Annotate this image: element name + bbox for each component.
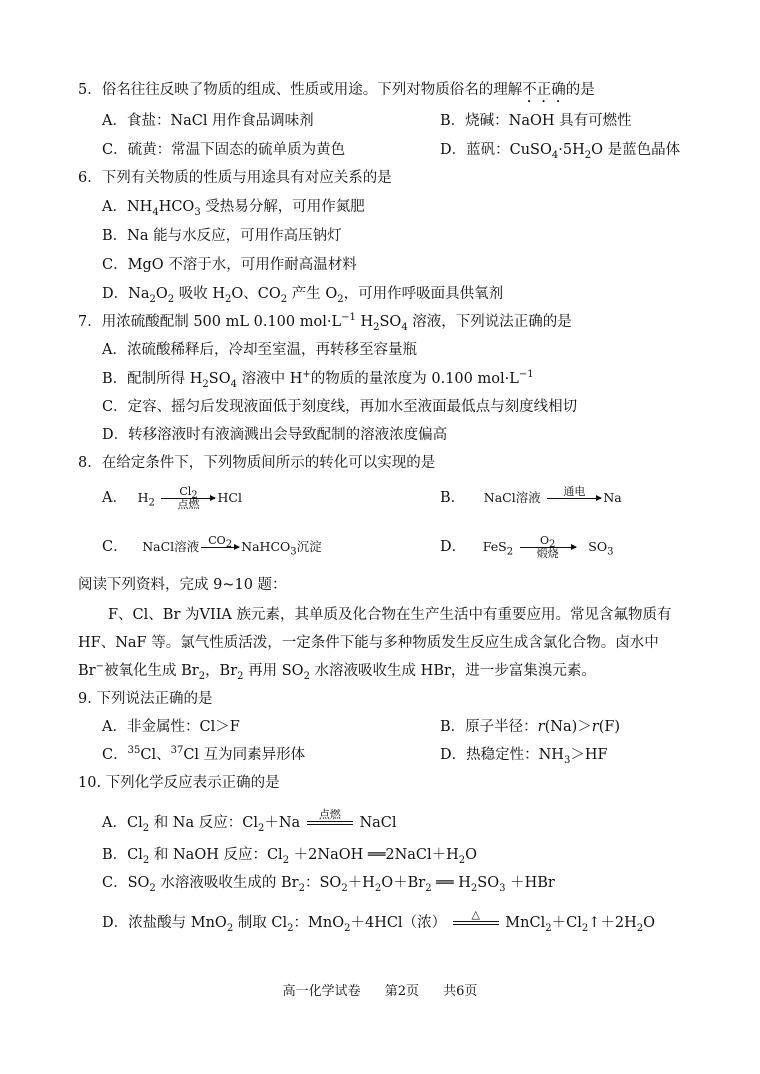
q6-option-d: D．$Na_2O_2$ 吸收 $H_2O$、$CO_2$ 产生 $O_2$，可用作呼吸面具供氧剂 [102, 286, 504, 305]
q7-option-d: D．转移溶液时有液滴溅出会导致配制的溶液浓度偏高 [102, 427, 448, 443]
q7-stem: 7．用浓硫酸配制 500 mL 0.100 $mol\cdot L^{-1}$ $H_2SO_4$ 溶液，下列说法正确的是 [78, 312, 572, 333]
q10-option-b: B．$Cl_2$ 和 NaOH 反应：$Cl_2$ ＋2NaOH $══2NaCl+H_2O$ [102, 847, 478, 866]
q5-option-d: D．蓝矾：$CuSO_4\cdot 5H_2O$ 是蓝色晶体 [440, 142, 681, 161]
q9-option-d: D．热稳定性：$NH_3>HF$ [440, 747, 608, 766]
q5-option-c: C．硫黄：常温下固态的硫单质为黄色 [102, 142, 346, 158]
q9-option-a: A．非金属性：Cl＞F [102, 719, 240, 735]
q9-stem: 9. 下列说法正确的是 [78, 691, 213, 707]
q8-option-c: C． NaCl溶液 $CO_2$ NaHCO$_3$沉淀 [102, 533, 322, 558]
q8-option-b: B． NaCl溶液 通电 Na [440, 484, 622, 506]
q6-stem: 6．下列有关物质的性质与用途具有对应关系的是 [78, 170, 392, 186]
reaction-arrow: $Cl_2$ 点燃 [161, 486, 215, 511]
q6-option-b: B．Na 能与水反应，可用作高压钠灯 [102, 228, 342, 244]
q5-stem: 5．俗名往往反映了物质的组成、性质或用途。下列对物质俗名的理解不正确的是 [78, 82, 595, 98]
q5-option-a: A．食盐：NaCl 用作食品调味剂 [102, 113, 314, 129]
page-footer [0, 980, 760, 999]
q5-option-b: B．烧碱：NaOH 具有可燃性 [440, 113, 632, 129]
q8-option-d: D． FeS$_2$ $O_2$ 煅烧 $SO_3$ [440, 533, 614, 560]
q8-stem: 8．在给定条件下，下列物质间所示的转化可以实现的是 [78, 455, 436, 471]
reaction-equals: △ [453, 909, 499, 925]
q6-option-c: C．MgO 不溶于水，可用作耐高温材料 [102, 257, 357, 273]
footer-total: 共6页 [443, 984, 478, 999]
reading-intro: 阅读下列资料，完成 9~10 题： [78, 577, 287, 593]
q9-option-c: C．$^{35}$Cl、$^{37}$Cl 互为同素异形体 [102, 745, 306, 763]
q9-option-b: B．原子半径：r(Na)＞r(F) [440, 719, 621, 735]
q7-option-c: C．定容、摇匀后发现液面低于刻度线，再加水至液面最低点与刻度线相切 [102, 399, 578, 415]
reading-paragraph-line: F、Cl、Br 为VIIA 族元素，其单质及化合物在生产生活中有重要应用。常见含氟物质有 [108, 607, 672, 623]
q10-option-d: D．浓盐酸与 MnO$_2$ 制取 $Cl_2$：MnO$_2$＋4HCl（浓） △ $MnCl_2+Cl_2↑+2H_2O$ [102, 908, 655, 934]
reaction-arrow: $CO_2$ [201, 535, 239, 548]
q10-stem: 10. 下列化学反应表示正确的是 [78, 775, 280, 791]
reaction-equals: 点燃 [307, 809, 353, 825]
q8-option-a: A． $H_2$ $Cl_2$ 点燃 HCl [102, 484, 242, 511]
q7-option-a: A．浓硫酸稀释后，冷却至室温，再转移至容量瓶 [102, 342, 417, 358]
q7-option-b: B．配制所得 $H_2SO_4$ 溶液中 H+的物质的量浓度为 0.100 $mol\cdot L^{-1}$ [102, 369, 534, 390]
reaction-arrow: $O_2$ 煅烧 [520, 535, 576, 560]
footer-page: 第2页 [384, 984, 419, 999]
q10-option-c: C．$SO_2$ 水溶液吸收生成的 $Br_2$：$SO_2+H_2O+Br_2$ ══ $H_2SO_3 +HBr$ [102, 875, 555, 894]
q6-option-a: A．$NH_4HCO_3$ 受热易分解，可用作氮肥 [102, 199, 365, 218]
q10-option-a: A．$Cl_2$ 和 Na 反应：$Cl_2+Na$ 点燃 NaCl [102, 808, 397, 834]
footer-title: 高一化学试卷 [282, 984, 361, 999]
reaction-arrow: 通电 [547, 486, 601, 499]
reading-paragraph-line: Br−被氧化生成 $Br_2$，$Br_2$ 再用 $SO_2$ 水溶液吸收生成 HBr，进一步富集溴元素。 [78, 661, 596, 682]
reading-paragraph-line: HF、NaF 等。氯气性质活泼，一定条件下能与多种物质发生反应生成含氯化合物。卤水中 [78, 635, 659, 651]
